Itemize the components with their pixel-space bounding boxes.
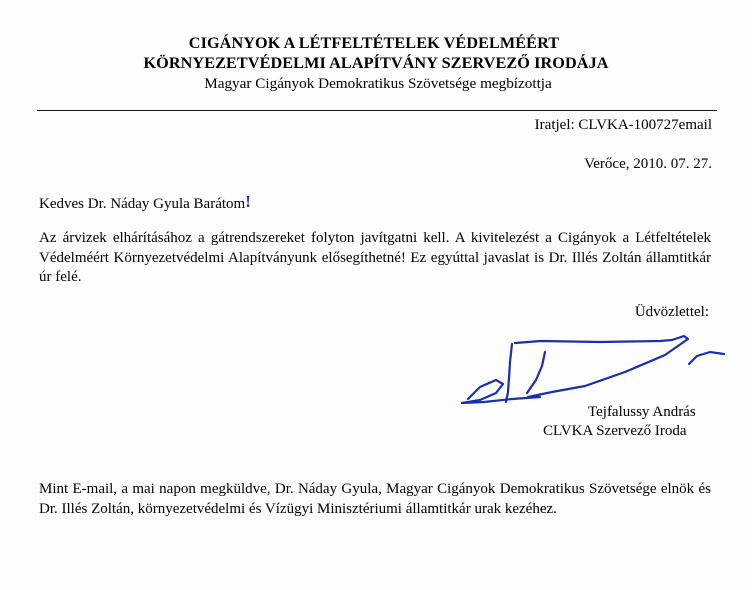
salutation-exclamation: !	[245, 192, 251, 211]
signer-office: CLVKA Szervező Iroda	[543, 423, 687, 439]
letter-body: Az árvizek elhárításához a gátrendszereket folyton javítgatni kell. A kivitelezést a Cigányok a Létfeltételek Védelméért Környezetvédelmi Alapítványunk elősegíthetné! Ez egyúttal javaslat is Dr. Illés Zoltán államtitkár úr felé.	[39, 230, 711, 286]
header-divider	[37, 110, 717, 111]
salutation-text: Kedves Dr. Náday Gyula Barátom	[39, 196, 246, 212]
letterhead-affiliation: Magyar Cigányok Demokratikus Szövetsége megbízottja	[204, 75, 552, 92]
letterhead-title: CIGÁNYOK A LÉTFELTÉTELEK VÉDELMÉÉRT	[188, 34, 560, 52]
document-reference: Iratjel: CLVKA-100727email	[534, 117, 712, 133]
signer-name: Tejfalussy András	[588, 404, 696, 420]
distribution-note: Mint E-mail, a mai napon megküldve, Dr. Náday Gyula, Magyar Cigányok Demokratikus Szövetsége elnök és Dr. Illés Zoltán, környezetvédelmi és Vízügyi Minisztériumi államtitkár urak kezéhez.	[39, 481, 711, 517]
closing-phrase: Üdvözlettel:	[634, 304, 709, 320]
salutation	[39, 192, 251, 213]
letter-date: Verőce, 2010. 07. 27.	[584, 156, 712, 172]
letterhead-subtitle: KÖRNYEZETVÉDELMI ALAPÍTVÁNY SZERVEZŐ IRODÁJA	[143, 54, 609, 72]
